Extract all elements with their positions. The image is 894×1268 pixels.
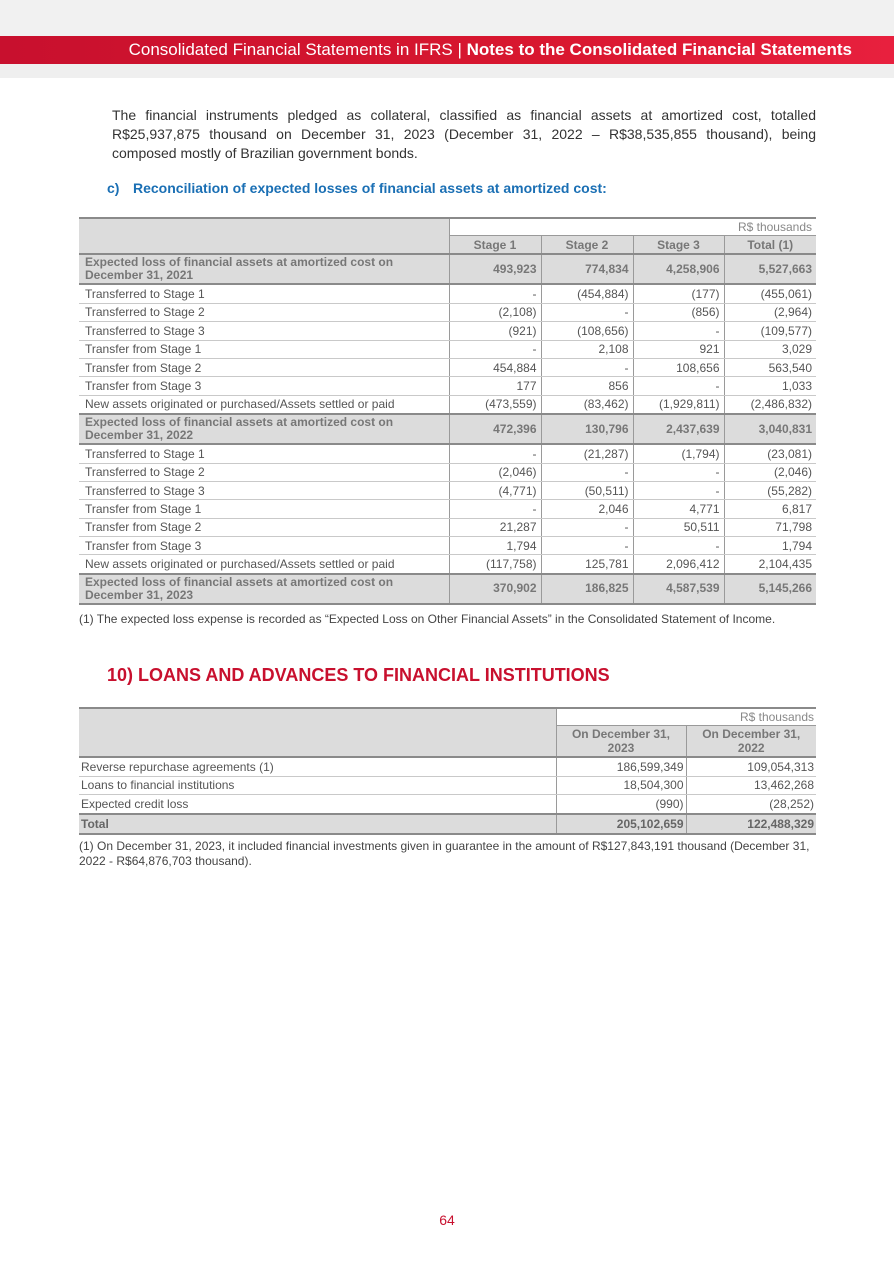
col-dec-2022: On December 31, 2022	[686, 726, 816, 758]
cell-value: 3,029	[724, 340, 816, 358]
cell-value: 109,054,313	[686, 757, 816, 776]
cell-value: (2,108)	[449, 303, 541, 321]
summary-row	[79, 414, 816, 444]
row-label: Transfer from Stage 1	[79, 500, 449, 518]
cell-value: (921)	[449, 322, 541, 340]
header-title-regular: Consolidated Financial Statements in IFRS |	[128, 40, 462, 59]
cell-value: 563,540	[724, 358, 816, 376]
col-stage-2: Stage 2	[541, 236, 633, 255]
cell-value: 2,104,435	[724, 555, 816, 574]
section-c-footnote: (1) The expected loss expense is recorded as “Expected Loss on Other Financial Assets” in the Consolidated Statement of Income.	[79, 612, 776, 626]
cell-value: (177)	[633, 284, 724, 303]
cell-value: 774,834	[541, 254, 633, 284]
table-row	[79, 444, 816, 463]
cell-value: 186,599,349	[556, 757, 686, 776]
row-label: Loans to financial institutions	[79, 776, 556, 795]
table-row	[79, 358, 816, 376]
table-row	[79, 284, 816, 303]
cell-value: (117,758)	[449, 555, 541, 574]
row-label: Expected loss of financial assets at amortized cost on December 31, 2023	[79, 574, 449, 604]
row-label: New assets originated or purchased/Assets settled or paid	[79, 395, 449, 414]
cell-value: (21,287)	[541, 444, 633, 463]
cell-value: -	[541, 358, 633, 376]
page-number: 64	[439, 1212, 455, 1228]
total-2022: 122,488,329	[686, 814, 816, 834]
row-label: Transferred to Stage 3	[79, 481, 449, 499]
table-corner	[79, 218, 449, 254]
cell-value: -	[633, 537, 724, 555]
row-label: Expected credit loss	[79, 795, 556, 814]
cell-value: (23,081)	[724, 444, 816, 463]
cell-value: 454,884	[449, 358, 541, 376]
row-label: Transfer from Stage 3	[79, 537, 449, 555]
table-unit-row	[79, 708, 816, 726]
row-label: Expected loss of financial assets at amortized cost on December 31, 2022	[79, 414, 449, 444]
cell-value: -	[633, 377, 724, 395]
table-row	[79, 340, 816, 358]
table-row	[79, 377, 816, 395]
loans-advances-table	[79, 707, 816, 835]
cell-value: -	[541, 463, 633, 481]
row-label: Transfer from Stage 2	[79, 518, 449, 536]
cell-value: (1,929,811)	[633, 395, 724, 414]
col-stage-1: Stage 1	[449, 236, 541, 255]
table-row	[79, 463, 816, 481]
cell-value: 177	[449, 377, 541, 395]
intro-paragraph: The financial instruments pledged as collateral, classified as financial assets at amortized cost, totalled R$25,937,875 thousand on December 31, 2023 (December 31, 2022 – R$38,535,855 thousand), being composed mostly of Brazilian government bonds.	[112, 107, 816, 161]
cell-value: 370,902	[449, 574, 541, 604]
row-label: Expected loss of financial assets at amortized cost on December 31, 2021	[79, 254, 449, 284]
header-title-bold: Notes to the Consolidated Financial Statements	[466, 40, 852, 59]
cell-value: 18,504,300	[556, 776, 686, 795]
cell-value: 71,798	[724, 518, 816, 536]
cell-value: 1,794	[449, 537, 541, 555]
cell-value: -	[449, 500, 541, 518]
cell-value: 6,817	[724, 500, 816, 518]
table-row	[79, 303, 816, 321]
cell-value: 2,046	[541, 500, 633, 518]
row-label: Reverse repurchase agreements (1)	[79, 757, 556, 776]
cell-value: 125,781	[541, 555, 633, 574]
col-stage-3: Stage 3	[633, 236, 724, 255]
table-row	[79, 500, 816, 518]
cell-value: (990)	[556, 795, 686, 814]
cell-value: 13,462,268	[686, 776, 816, 795]
cell-value: 921	[633, 340, 724, 358]
summary-row	[79, 254, 816, 284]
cell-value: (4,771)	[449, 481, 541, 499]
table-row	[79, 555, 816, 574]
table-row	[79, 395, 816, 414]
row-label: Transferred to Stage 1	[79, 284, 449, 303]
table-row	[79, 757, 816, 776]
table-row	[79, 776, 816, 795]
cell-value: (856)	[633, 303, 724, 321]
table-unit: R$ thousands	[556, 708, 816, 726]
row-label: Transferred to Stage 1	[79, 444, 449, 463]
header-banner	[0, 36, 894, 64]
cell-value: 1,794	[724, 537, 816, 555]
loans-advances-body	[79, 757, 816, 814]
total-2023: 205,102,659	[556, 814, 686, 834]
cell-value: -	[449, 340, 541, 358]
table-corner	[79, 708, 556, 757]
col-total: Total (1)	[724, 236, 816, 255]
cell-value: -	[541, 518, 633, 536]
table-row	[79, 518, 816, 536]
row-label: Transfer from Stage 1	[79, 340, 449, 358]
table-row	[79, 481, 816, 499]
summary-row	[79, 574, 816, 604]
row-label: Transfer from Stage 3	[79, 377, 449, 395]
cell-value: (454,884)	[541, 284, 633, 303]
cell-value: (109,577)	[724, 322, 816, 340]
table-row	[79, 795, 816, 814]
expected-loss-table	[79, 217, 816, 605]
cell-value: (2,486,832)	[724, 395, 816, 414]
section-10-title: 10) LOANS AND ADVANCES TO FINANCIAL INSTITUTIONS	[107, 665, 610, 685]
cell-value: -	[541, 303, 633, 321]
row-label: Transferred to Stage 2	[79, 303, 449, 321]
cell-value: 108,656	[633, 358, 724, 376]
row-label: Transferred to Stage 3	[79, 322, 449, 340]
cell-value: 5,527,663	[724, 254, 816, 284]
cell-value: 856	[541, 377, 633, 395]
cell-value: -	[449, 444, 541, 463]
cell-value: -	[633, 481, 724, 499]
cell-value: (2,046)	[724, 463, 816, 481]
cell-value: (455,061)	[724, 284, 816, 303]
cell-value: 5,145,266	[724, 574, 816, 604]
cell-value: (83,462)	[541, 395, 633, 414]
row-label: Transferred to Stage 2	[79, 463, 449, 481]
cell-value: 3,040,831	[724, 414, 816, 444]
cell-value: 50,511	[633, 518, 724, 536]
col-dec-2023: On December 31, 2023	[556, 726, 686, 758]
row-label: New assets originated or purchased/Assets settled or paid	[79, 555, 449, 574]
cell-value: -	[541, 537, 633, 555]
cell-value: 2,108	[541, 340, 633, 358]
section-c-heading	[107, 180, 607, 196]
total-label: Total	[79, 814, 556, 834]
cell-value: 4,258,906	[633, 254, 724, 284]
cell-value: 2,437,639	[633, 414, 724, 444]
cell-value: -	[633, 463, 724, 481]
section-10-footnote: (1) On December 31, 2023, it included financial investments given in guarantee in the amount of R$127,843,191 thousand (December 31, 2022 - R$64,876,703 thousand).	[79, 839, 810, 868]
row-label: Transfer from Stage 2	[79, 358, 449, 376]
cell-value: 4,587,539	[633, 574, 724, 604]
cell-value: (28,252)	[686, 795, 816, 814]
section-c-letter: c)	[107, 180, 120, 196]
cell-value: (55,282)	[724, 481, 816, 499]
cell-value: 4,771	[633, 500, 724, 518]
cell-value: 1,033	[724, 377, 816, 395]
cell-value: 2,096,412	[633, 555, 724, 574]
cell-value: (473,559)	[449, 395, 541, 414]
section-c-title: Reconciliation of expected losses of financial assets at amortized cost:	[133, 180, 607, 196]
total-row	[79, 814, 816, 834]
table-unit: R$ thousands	[449, 218, 816, 236]
cell-value: 186,825	[541, 574, 633, 604]
cell-value: 493,923	[449, 254, 541, 284]
expected-loss-body	[79, 254, 816, 603]
cell-value: 130,796	[541, 414, 633, 444]
cell-value: 21,287	[449, 518, 541, 536]
cell-value: (50,511)	[541, 481, 633, 499]
cell-value: -	[633, 322, 724, 340]
table-row	[79, 322, 816, 340]
table-row	[79, 537, 816, 555]
cell-value: 472,396	[449, 414, 541, 444]
top-margin	[0, 0, 894, 36]
cell-value: (1,794)	[633, 444, 724, 463]
header-underbar	[0, 64, 894, 78]
cell-value: (108,656)	[541, 322, 633, 340]
cell-value: -	[449, 284, 541, 303]
table-unit-row	[79, 218, 816, 236]
cell-value: (2,964)	[724, 303, 816, 321]
cell-value: (2,046)	[449, 463, 541, 481]
